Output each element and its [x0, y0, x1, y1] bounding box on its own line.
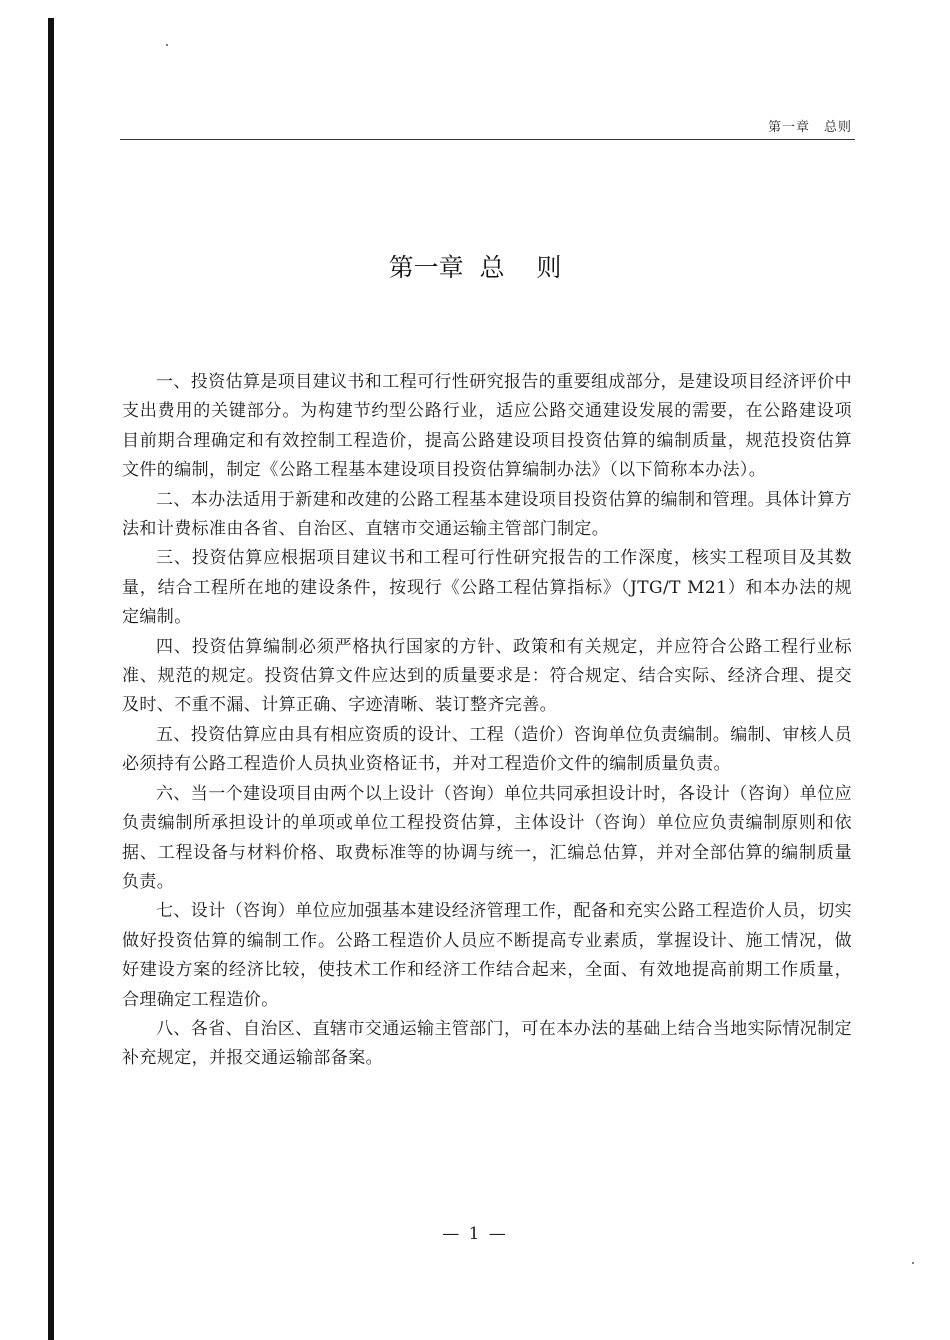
page-number: — 1 —	[442, 1224, 508, 1244]
running-header-section: 总则	[823, 120, 852, 135]
paragraph-8: 八、各省、自治区、直辖市交通运输主管部门，可在本办法的基础上结合当地实际情况制定补充规定，并报交通运输部备案。	[122, 1018, 852, 1069]
paragraph-7: 七、设计（咨询）单位应加强基本建设经济管理工作，配备和充实公路工程造价人员，切实做好投资估算的编制工作。公路工程造价人员应不断提高专业素质，掌握设计、施工情况，做好建设方案的经济比较，使技术工作和经济工作结合起来，全面、有效地提高前期工作质量，合理确定工程造价。	[122, 901, 852, 1010]
scan-dust-speck	[166, 44, 168, 46]
body-text	[122, 368, 852, 1074]
running-header-chapter: 第一章	[767, 120, 810, 135]
scan-dust-speck	[912, 1262, 914, 1264]
paragraph-5: 五、投资估算应由具有相应资质的设计、工程（造价）咨询单位负责编制。编制、审核人员必须持有公路工程造价人员执业资格证书，并对工程造价文件的编制质量负责。	[122, 724, 852, 775]
chapter-title: 第一章 总 则	[388, 253, 562, 282]
paragraph-4: 四、投资估算编制必须严格执行国家的方针、政策和有关规定，并应符合公路工程行业标准、规范的规定。投资估算文件应达到的质量要求是：符合规定、结合实际、经济合理、提交及时、不重不漏、计算正确、字迹清晰、装订整齐完善。	[122, 636, 852, 716]
paragraph-2: 二、本办法适用于新建和改建的公路工程基本建设项目投资估算的编制和管理。具体计算方法和计费标准由各省、自治区、直辖市交通运输主管部门制定。	[122, 489, 852, 540]
paragraph-6: 六、当一个建设项目由两个以上设计（咨询）单位共同承担设计时，各设计（咨询）单位应负责编制所承担设计的单项或单位工程投资估算，主体设计（咨询）单位应负责编制原则和依据、工程设备与材料价格、取费标准等的协调与统一，汇编总估算，并对全部估算的编制质量负责。	[122, 783, 852, 892]
header-rule	[120, 139, 855, 140]
scan-binding-edge	[48, 18, 54, 1340]
paragraph-3: 三、投资估算应根据项目建议书和工程可行性研究报告的工作深度，核实工程项目及其数量，结合工程所在地的建设条件，按现行《公路工程估算指标》（JTG/T M21）和本办法的规定编制。	[122, 548, 852, 628]
paragraph-1: 一、投资估算是项目建议书和工程可行性研究报告的重要组成部分，是建设项目经济评价中支出费用的关键部分。为构建节约型公路行业，适应公路交通建设发展的需要，在公路建设项目前期合理确定和有效控制工程造价，提高公路建设项目投资估算的编制质量，规范投资估算文件的编制，制定《公路工程基本建设项目投资估算编制办法》（以下简称本办法）。	[122, 372, 852, 481]
running-header	[768, 116, 852, 135]
